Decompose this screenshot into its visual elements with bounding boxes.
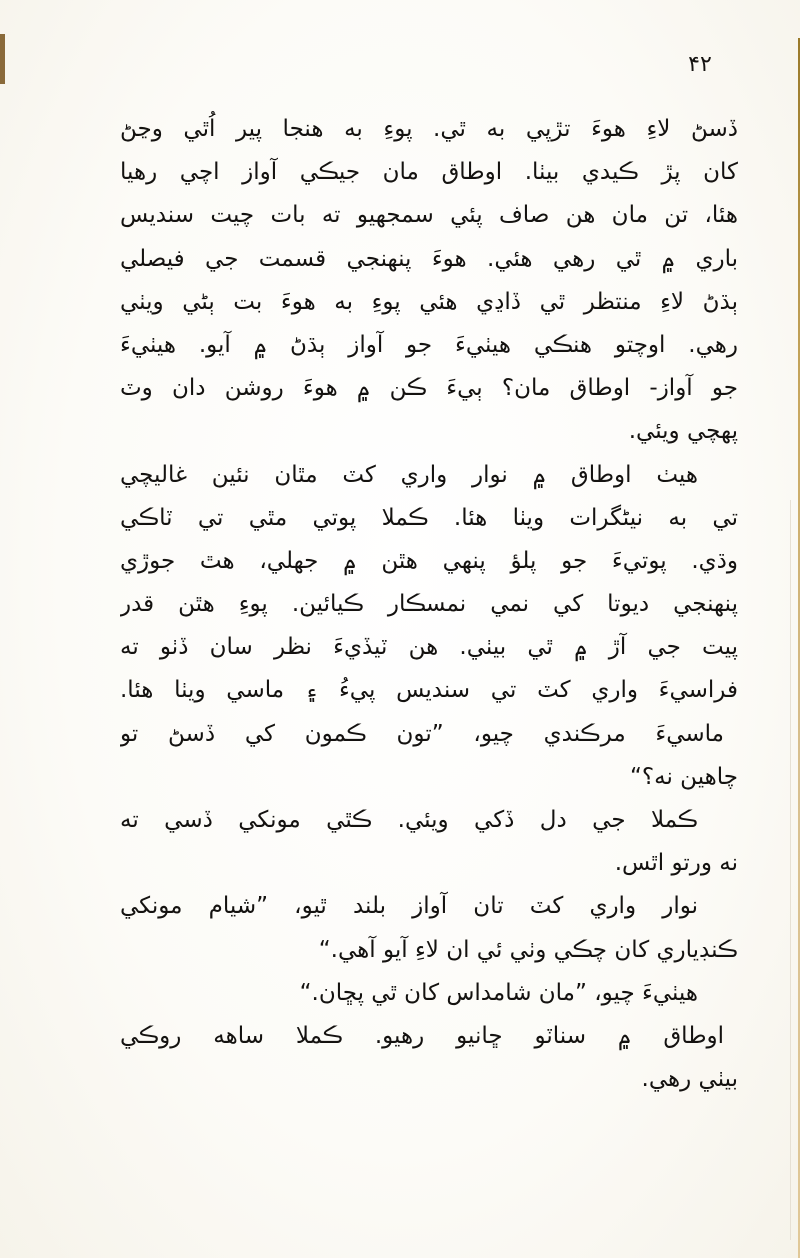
text-line: ٻڌڻ لاءِ منتظر ٿي ڏاڍي هئي پوءِ به هوءَ بت ٻڻي ويٺي [120,288,738,315]
text-line: هيٺ اوطاق ۾ نوار واري کٽ مٿان نئين غاليچي [120,461,698,488]
body-text [120,108,738,1101]
text-line: هيٺيءَ چيو، ”مان شامداس کان ٿي پڇان.“ [299,979,698,1006]
text-line: تي به نيڻگرات ويٺا هئا. ڪملا پوتي مٿي تي ٽاڪي [120,504,738,531]
right-fold-line [790,500,791,1240]
left-page-edge [0,34,5,84]
text-line: پيت جي آڙ ۾ ٿي بيٺي. هن ٽيڏيءَ نظر سان ڏٺو ته [120,634,738,661]
text-line: پهچي ويئي. [628,418,738,445]
text-line: نه ورتو اٿس. [614,850,738,877]
text-line: فراسيءَ واري کٽ تي سنديس پيءُ ۽ ماسي ويٺا هئا. [120,677,738,704]
text-line: رهي. اوچتو هنڪي هيٺيءَ جو آواز ٻڌڻ ۾ آيو. هيٺيءَ [120,331,738,358]
text-line: ماسيءَ مرڪندي چيو، ”تون ڪمون کي ڏسڻ تو [120,720,724,747]
text-line: ڏسڻ لاءِ هوءَ تڙپي به ٿي. پوءِ به هنجا پير اُٿي وڃڻ [120,116,738,142]
text-line: جو آواز- اوطاق مان؟ ٻيءَ ڪن ۾ هوءَ روشن دان وٽ [120,375,738,402]
text-line: ڪملا جي دل ڏکي ويئي. ڪٿي مونکي ڏسي ته [120,807,698,833]
text-line: هئا، تن مان هن صاف پئي سمجهيو ته بات چيت سنديس [120,202,738,229]
text-line: ڪنڊياري کان چڪي وٺي ئي ان لاءِ آيو آهي.“ [318,936,738,963]
text-line: بيٺي رهي. [641,1066,738,1093]
text-line: چاهين نه؟“ [630,763,738,790]
page-number: ۴۲ [688,52,712,77]
text-line: وڌي. پوتيءَ جو پلؤ پنهي هٿن ۾ جهلي، هٿ جوڙي [120,547,738,574]
text-line: باري ۾ ٿي رهي هئي. هوءَ پنهنجي قسمت جي فيصلي [120,245,738,272]
text-line: کان پڙ ڪيدي بيٺا. اوطاق مان جيڪي آواز اچي رهيا [120,159,738,186]
text-line: اوطاق ۾ سناٽو ڇانيو رهيو. ڪملا ساهه روڪي [120,1022,724,1049]
text-line: نوار واري کٽ تان آواز بلند ٿيو، ”شيام مونکي [120,893,698,920]
text-line: پنهنجي ديوتا کي نمي نمسڪار ڪيائين. پوءِ هٿن قدر [120,591,738,618]
